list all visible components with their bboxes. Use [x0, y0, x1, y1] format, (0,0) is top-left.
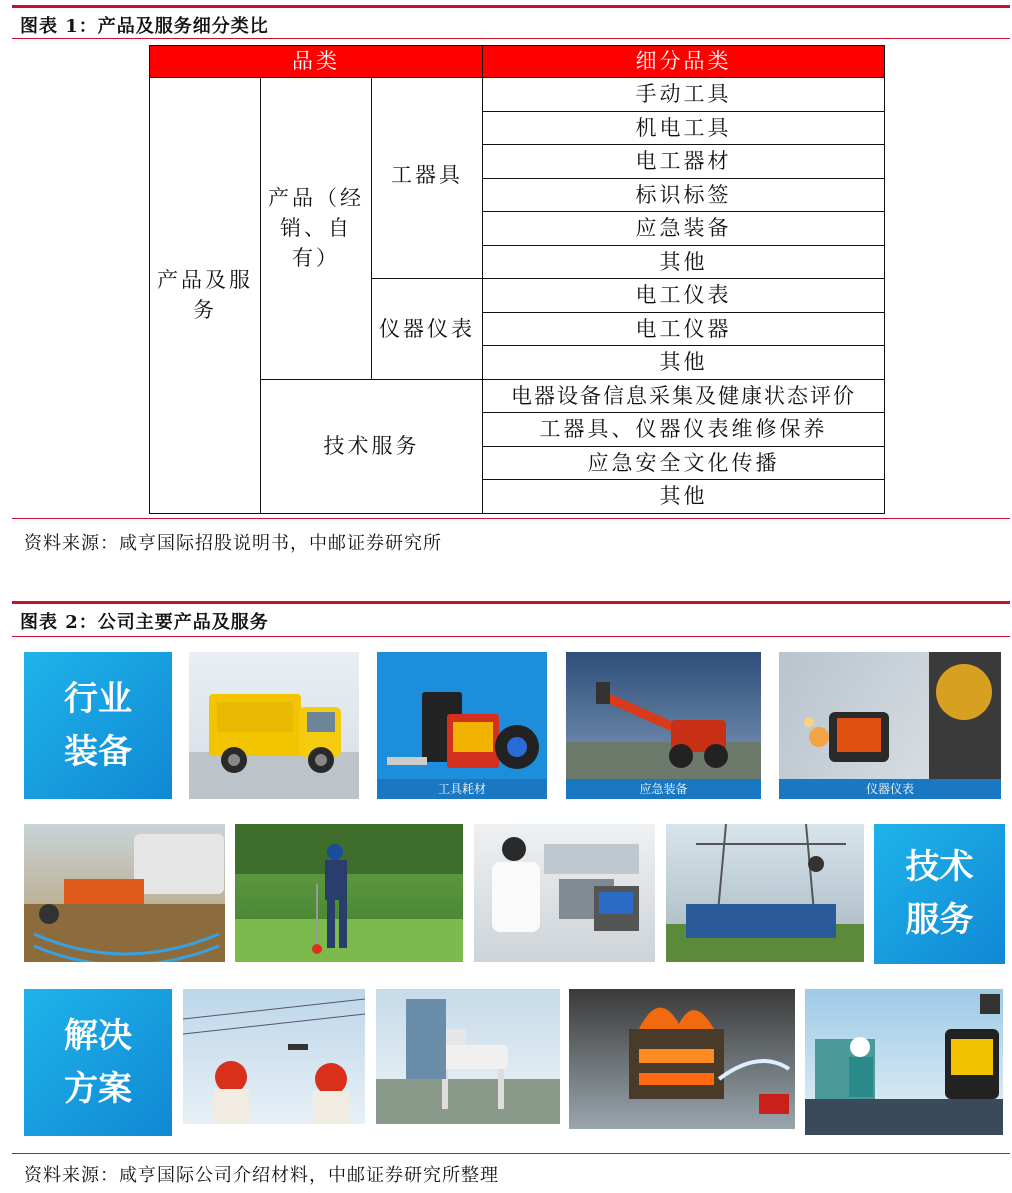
fire-drill-photo: [569, 989, 795, 1129]
subcategory-cell: 其他: [483, 245, 885, 279]
cell-tools: 工器具: [372, 78, 483, 279]
robot-dog-photo: [376, 989, 560, 1124]
drone-inspection-photo: [183, 989, 365, 1124]
label-tech-services: 技术 服务: [874, 824, 1005, 964]
quadruped-robot-image: [376, 989, 560, 1124]
field-survey-photo: [235, 824, 463, 962]
figure2-title: 图表 2：公司主要产品及服务: [20, 612, 269, 633]
subcategory-cell: 电器设备信息采集及健康状态评价: [483, 379, 885, 413]
section-rule-top-1: [12, 5, 1010, 8]
source-rule-1: [12, 518, 1010, 519]
truck-image: [189, 652, 359, 799]
figure1-source: 资料来源：咸亨国际招股说明书，中邮证券研究所: [24, 533, 442, 554]
header-subcategory: 细分品类: [483, 46, 885, 78]
category-table: [149, 45, 885, 514]
subcategory-cell: 电工仪器: [483, 312, 885, 346]
field-training-image: [666, 824, 864, 962]
subcategory-cell: 其他: [483, 346, 885, 380]
cell-products: 产品（经销、自有）: [261, 78, 372, 380]
caption-emergency: 应急装备: [566, 779, 761, 799]
section-rule-top-2: [12, 601, 1010, 604]
simulation-training-photo: [805, 989, 1003, 1135]
training-photo: [666, 824, 864, 962]
subcategory-cell: 应急装备: [483, 212, 885, 246]
label-solutions: 解决 方案: [24, 989, 172, 1136]
telehandler-image: [566, 652, 761, 779]
subcategory-cell: 电工器材: [483, 145, 885, 179]
source-rule-2: [12, 1153, 1010, 1154]
section-rule-bottom-1: [12, 38, 1010, 39]
header-category: 品类: [150, 46, 483, 78]
cell-instruments: 仪器仪表: [372, 279, 483, 380]
lab-technician-image: [474, 824, 655, 962]
label-industry-equipment: 行业 装备: [24, 652, 172, 799]
detection-vehicle-photo: [24, 824, 225, 962]
drone-inspection-image: [183, 989, 365, 1124]
ground-radar-image: [24, 824, 225, 962]
emergency-photo: [566, 652, 761, 799]
tools-photo: [377, 652, 547, 799]
figure1-title: 图表 1：产品及服务细分类比: [20, 16, 269, 37]
cell-products-services: 产品及服务: [150, 78, 261, 514]
fire-drill-image: [569, 989, 795, 1129]
virtual-training-image: [805, 989, 1003, 1135]
section-rule-bottom-2: [12, 636, 1010, 637]
toolkit-image: [377, 652, 547, 779]
subcategory-cell: 其他: [483, 480, 885, 514]
truck-photo: [189, 652, 359, 799]
thermal-camera-image: [779, 652, 1001, 779]
subcategory-cell: 电工仪表: [483, 279, 885, 313]
cell-tech-services: 技术服务: [261, 379, 483, 513]
lab-testing-photo: [474, 824, 655, 962]
figure2-source: 资料来源：咸亨国际公司介绍材料，中邮证券研究所整理: [24, 1165, 499, 1186]
subcategory-cell: 工器具、仪器仪表维修保养: [483, 413, 885, 447]
surveyor-image: [235, 824, 463, 962]
subcategory-cell: 应急安全文化传播: [483, 446, 885, 480]
instruments-photo: [779, 652, 1001, 799]
caption-tools: 工具耗材: [377, 779, 547, 799]
caption-instruments: 仪器仪表: [779, 779, 1001, 799]
subcategory-cell: 机电工具: [483, 111, 885, 145]
subcategory-cell: 标识标签: [483, 178, 885, 212]
subcategory-cell: 手动工具: [483, 78, 885, 112]
